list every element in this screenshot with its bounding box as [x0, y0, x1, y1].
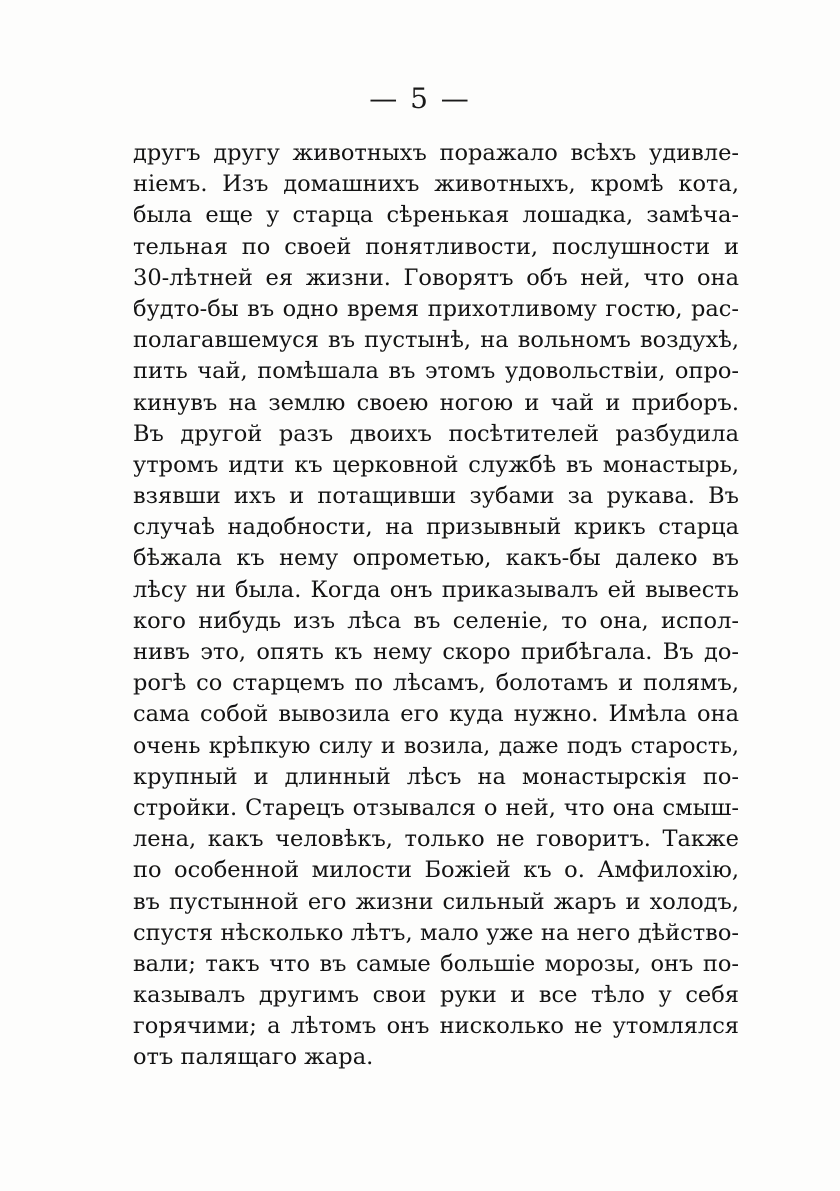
text-line: рогѣ со старцемъ по лѣсамъ, болотамъ и полямъ, [133, 670, 739, 697]
text-line: казывалъ другимъ свои руки и все тѣло у себя [133, 982, 739, 1009]
text-line: нивъ это, опять къ нему скоро прибѣгала. Въ до- [133, 639, 739, 665]
text-line: бѣжала къ нему опрометью, какъ-бы далеко въ [133, 545, 739, 572]
text-line: полагавшемуся въ пустынѣ, на вольномъ воздухѣ, [133, 327, 739, 354]
text-line: стройки. Старецъ отзывался о ней, что она смыш- [133, 794, 739, 821]
text-line: Въ другой разъ двоихъ посѣтителей разбудила [133, 420, 739, 447]
text-line: крупный и длинный лѣсъ на монастырскія по- [133, 763, 739, 790]
text-line: случаѣ надобности, на призывный крикъ старца [133, 514, 739, 541]
text-line: отъ палящаго жара. [133, 1044, 374, 1071]
text-line: лѣсу ни была. Когда онъ приказывалъ ей вывесть [133, 576, 739, 603]
text-line: очень крѣпкую силу и возила, даже подъ старость, [133, 733, 739, 759]
page-number: — 5 — [369, 82, 471, 115]
text-line: лена, какъ человѣкъ, только не говоритъ. Также [133, 826, 739, 853]
text-line: была еще у старца сѣренькая лошадка, замѣча- [133, 202, 739, 229]
text-line: утромъ идти къ церковной службѣ въ монастырь, [133, 451, 739, 478]
text-line: вали; такъ что въ самые большіе морозы, онъ по- [133, 950, 739, 977]
text-line: кинувъ на землю своею ногою и чай и приборъ. [133, 389, 739, 416]
text-line: тельная по своей понятливости, послушности и [133, 233, 739, 260]
text-line: кого нибудь изъ лѣса въ селеніе, то она, испол- [133, 607, 739, 634]
text-line: 30-лѣтней ея жизни. Говорятъ объ ней, что она [133, 264, 739, 291]
text-line: пить чай, помѣшала въ этомъ удовольствіи, опро- [133, 358, 739, 385]
text-line: будто-бы въ одно время прихотливому гостю, рас- [133, 295, 739, 322]
text-line: спустя нѣсколько лѣтъ, мало уже на него дѣйство- [133, 919, 739, 946]
text-line: горячими; а лѣтомъ онъ нисколько не утомлялся [133, 1013, 739, 1040]
text-line: по особенной милости Божіей къ о. Амфилохію, [133, 857, 739, 884]
body-text [133, 138, 739, 1074]
text-line: другъ другу животныхъ поражало всѣхъ удивле- [133, 140, 739, 166]
text-line: ніемъ. Изъ домашнихъ животныхъ, кромѣ кота, [133, 171, 739, 198]
text-line: сама собой вывозила его куда нужно. Имѣла она [133, 701, 739, 728]
text-line: въ пустынной его жизни сильный жаръ и холодъ, [133, 888, 739, 915]
text-line: взявши ихъ и потащивши зубами за рукава. Въ [133, 483, 739, 510]
